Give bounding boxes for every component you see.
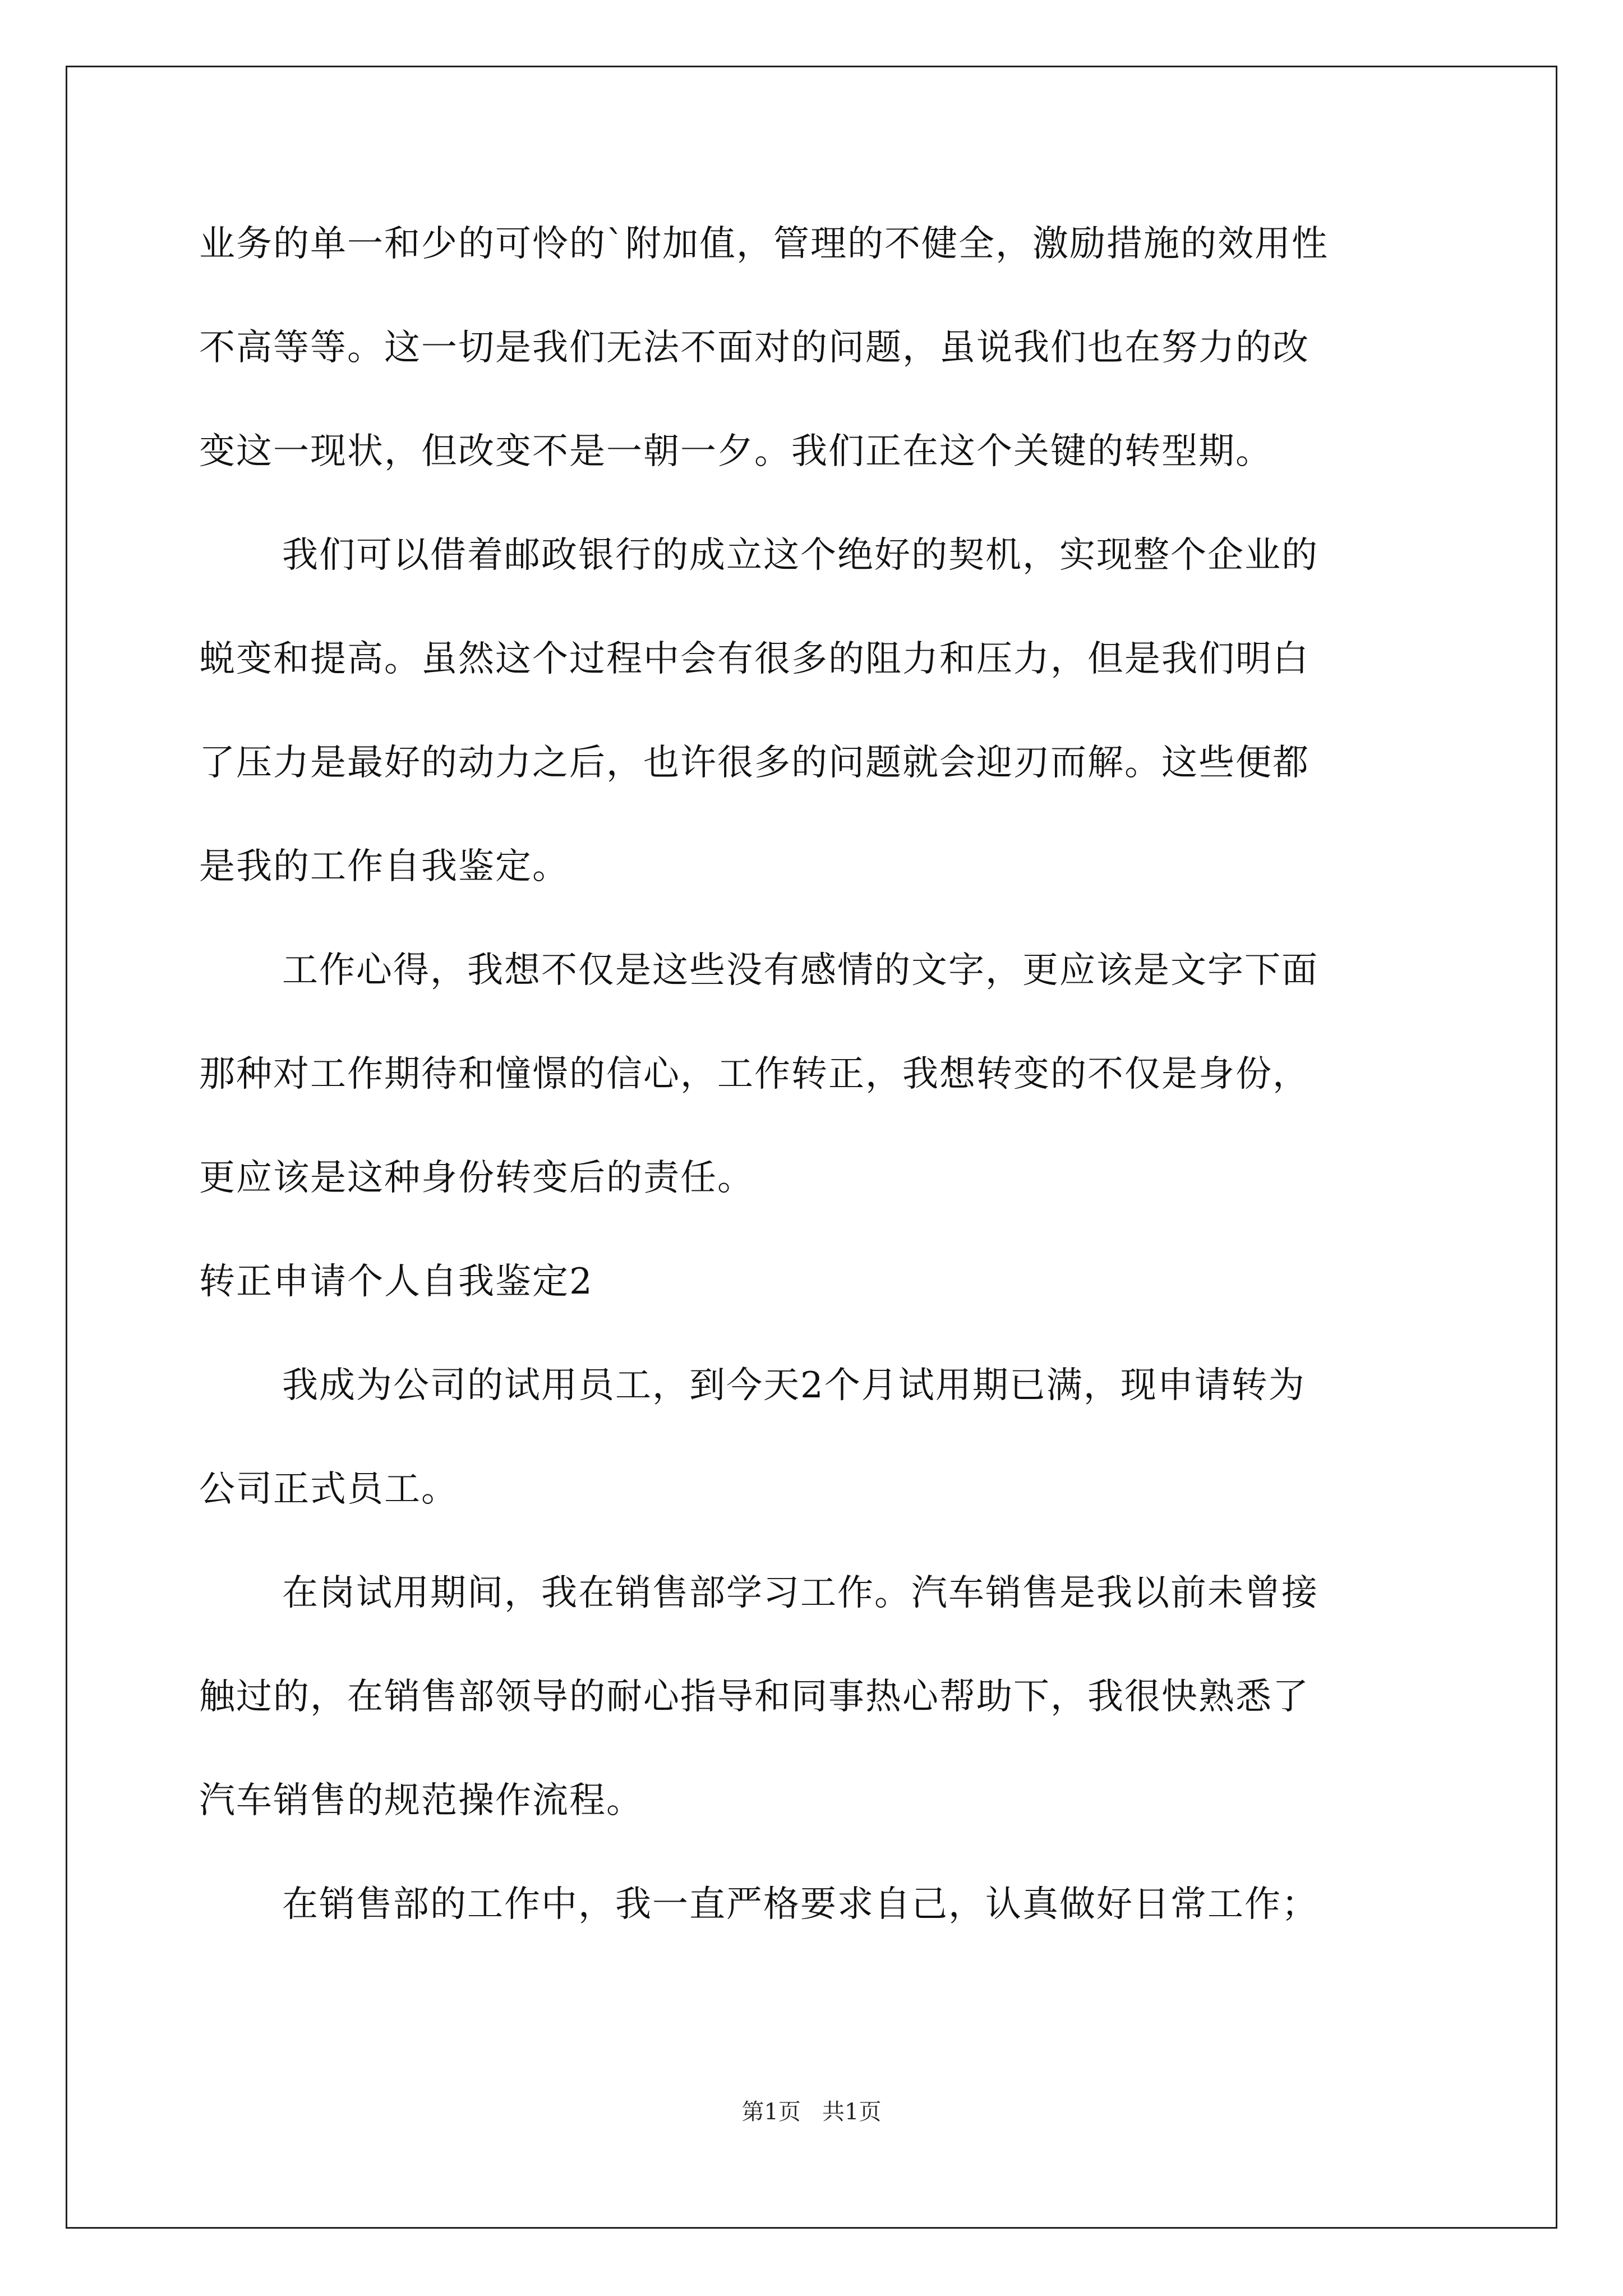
section-heading: 转正申请个人自我鉴定2 bbox=[199, 1261, 593, 1303]
text-line: 更应该是这种身份转变后的责任。 bbox=[199, 1157, 754, 1199]
text-line: 汽车销售的规范操作流程。 bbox=[199, 1780, 643, 1821]
text-line: 不高等等。这一切是我们无法不面对的问题，虽说我们也在努力的改 bbox=[199, 327, 1310, 369]
text-line: 触过的，在销售部领导的耐心指导和同事热心帮助下，我很快熟悉了 bbox=[199, 1676, 1310, 1718]
text-line: 那种对工作期待和憧憬的信心，工作转正，我想转变的不仅是身份， bbox=[199, 1053, 1310, 1095]
text-line: 蜕变和提高。虽然这个过程中会有很多的阻力和压力，但是我们明白 bbox=[199, 638, 1310, 680]
paragraph-start-line: 我成为公司的试用员工，到今天2个月试用期已满，现申请转为 bbox=[282, 1365, 1306, 1406]
paragraph-start-line: 工作心得，我想不仅是这些没有感情的文字，更应该是文字下面 bbox=[282, 950, 1318, 991]
text-line: 变这一现状，但改变不是一朝一夕。我们正在这个关键的转型期。 bbox=[199, 431, 1272, 472]
paragraph-start-line: 在销售部的工作中，我一直严格要求自己，认真做好日常工作； bbox=[282, 1884, 1318, 1925]
text-line: 公司正式员工。 bbox=[199, 1469, 458, 1510]
text-line: 业务的单一和少的可怜的`附加值，管理的不健全，激励措施的效用性 bbox=[199, 223, 1329, 265]
page-number-footer: 第1页 共1页 bbox=[741, 2099, 882, 2125]
paragraph-start-line: 在岗试用期间，我在销售部学习工作。汽车销售是我以前未曾接 bbox=[282, 1572, 1318, 1614]
text-line: 是我的工作自我鉴定。 bbox=[199, 846, 569, 887]
text-line: 了压力是最好的动力之后，也许很多的问题就会迎刃而解。这些便都 bbox=[199, 742, 1310, 784]
paragraph-start-line: 我们可以借着邮政银行的成立这个绝好的契机，实现整个企业的 bbox=[282, 535, 1318, 576]
